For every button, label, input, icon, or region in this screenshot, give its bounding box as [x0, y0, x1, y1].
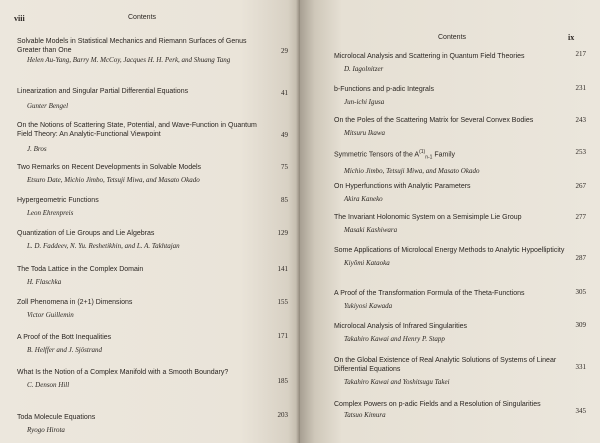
toc-entry [334, 52, 566, 74]
entry-title: What Is the Notion of a Complex Manifold with a Smooth Boundary? [17, 369, 229, 376]
toc-entry [334, 322, 566, 344]
entry-authors: Yukiyosi Kawada [344, 302, 393, 310]
entry-authors: Jun-ichi Igusa [344, 98, 385, 106]
entry-page-number: 277 [575, 213, 586, 221]
toc-entry [334, 182, 566, 204]
entry-title: On the Global Existence of Real Analytic Solutions of Systems of Linear Differential Equations [334, 357, 557, 373]
entry-page-number: 75 [281, 163, 288, 171]
entry-page-number: 29 [281, 47, 288, 55]
entry-authors: J. Bros [27, 145, 47, 153]
entry-title-subscript: n-1 [425, 154, 433, 161]
entry-authors: H. Flaschka [27, 278, 62, 286]
entry-title: Solvable Models in Statistical Mechanics and Riemann Surfaces of Genus Greater than One [17, 38, 247, 54]
entry-title: A Proof of the Bott Inequalities [17, 334, 112, 341]
entry-page-number: 41 [281, 89, 288, 97]
entry-authors: Helen Au-Yang, Barry M. McCoy, Jacques H. H. Perk, and Shuang Tang [27, 56, 231, 64]
entry-page-number: 305 [575, 288, 586, 296]
toc-entry [334, 148, 566, 176]
entry-title: Toda Molecule Equations [17, 414, 96, 421]
toc-entry [334, 400, 566, 420]
entry-title: Quantization of Lie Groups and Lie Algebras [17, 230, 155, 237]
entry-page-number: 267 [575, 182, 586, 190]
toc-entry [334, 356, 566, 387]
toc-entry [17, 368, 267, 390]
entry-title: Two Remarks on Recent Developments in Solvable Models [17, 164, 202, 171]
entry-authors: Kiyōmi Kataoka [344, 259, 390, 267]
entry-title: The Toda Lattice in the Complex Domain [17, 266, 144, 273]
entry-authors: Ryogo Hirota [27, 426, 65, 434]
entry-authors: Etsuro Date, Michio Jimbo, Tetsuji Miwa, and Masato Okado [27, 176, 200, 184]
entry-authors: Mitsuru Ikawa [344, 129, 386, 137]
entry-authors: C. Denson Hill [27, 381, 70, 389]
entry-authors: L. D. Faddeev, N. Yu. Reshetikhin, and L. A. Takhtajan [27, 242, 180, 250]
entry-title: Complex Powers on p-adic Fields and a Resolution of Singularities [334, 401, 541, 408]
toc-entry [334, 289, 566, 311]
entry-title-superscript: (1) [419, 149, 426, 155]
entry-authors: Michio Jimbo, Tetsuji Miwa, and Masato Okado [344, 166, 480, 175]
entry-page-number: 203 [277, 411, 288, 419]
toc-entry [17, 333, 267, 355]
entry-page-number: 331 [575, 363, 586, 371]
toc-entry [17, 163, 267, 185]
toc-entry [17, 121, 267, 154]
entry-title: Hypergeometric Functions [17, 197, 99, 204]
left-page-folio: viii [14, 14, 25, 23]
entry-page-number: 309 [575, 321, 586, 329]
entry-authors: Leon Ehrenpreis [27, 209, 74, 217]
entry-authors: Gunter Bengel [27, 102, 69, 110]
toc-entry [334, 85, 566, 107]
entry-authors: D. Iagolnitzer [344, 65, 384, 73]
entry-authors: B. Helffer and J. Sjöstrand [27, 346, 103, 354]
entry-authors: Tatsuo Kimura [344, 411, 386, 419]
entry-title: Microlocal Analysis of Infrared Singularities [334, 323, 468, 330]
entry-authors: Takahiro Kawai and Yoshitsugu Takei [344, 378, 450, 386]
entry-title: Zoll Phenomena in (2+1) Dimensions [17, 299, 133, 306]
toc-entry [17, 37, 267, 65]
toc-entry [334, 116, 566, 138]
toc-entry [17, 298, 267, 320]
entry-authors: Takahiro Kawai and Henry P. Stapp [344, 335, 445, 343]
right-page-folio: ix [568, 33, 575, 42]
toc-entry [334, 213, 566, 235]
entry-title-suffix: Family [432, 151, 455, 159]
entry-page-number: 129 [277, 229, 288, 237]
toc-entry [17, 229, 267, 251]
entry-authors: Masaki Kashiwara [344, 226, 398, 234]
entry-title: b-Functions and p-adic Integrals [334, 86, 434, 93]
entry-authors: Victor Guillemin [27, 311, 74, 319]
entry-page-number: 287 [575, 254, 586, 262]
entry-page-number: 185 [277, 377, 288, 385]
entry-title-prefix: Symmetric Tensors of the A [334, 151, 420, 159]
entry-title [334, 148, 566, 163]
entry-title: On the Notions of Scattering State, Potential, and Wave-Function in Quantum Field Theory: An Analytic-Functional Viewpoint [17, 122, 257, 138]
entry-page-number: 217 [575, 50, 586, 58]
right-page [300, 0, 600, 443]
toc-entry [17, 87, 267, 111]
entry-page-number: 49 [281, 131, 288, 139]
entry-title: On the Poles of the Scattering Matrix for Several Convex Bodies [334, 117, 534, 124]
entry-page-number: 85 [281, 196, 288, 204]
entry-page-number: 253 [575, 148, 586, 156]
toc-entry [17, 413, 267, 435]
entry-page-number: 155 [277, 298, 288, 306]
toc-entry [334, 246, 566, 268]
right-page-header: Contents [438, 34, 467, 41]
entry-page-number: 141 [277, 265, 288, 273]
entry-page-number: 171 [277, 332, 288, 340]
entry-title: Linearization and Singular Partial Differential Equations [17, 88, 189, 95]
entry-title: Microlocal Analysis and Scattering in Quantum Field Theories [334, 53, 525, 60]
entry-page-number: 231 [575, 84, 586, 92]
toc-entry [17, 265, 267, 287]
entry-page-number: 345 [575, 407, 586, 415]
left-page-header: Contents [128, 14, 157, 21]
toc-entry [17, 196, 267, 218]
entry-title: A Proof of the Transformation Formula of the Theta-Functions [334, 290, 525, 297]
entry-title: Some Applications of Microlocal Energy Methods to Analytic Hypoellipticity [334, 247, 565, 254]
entry-title: The Invariant Holonomic System on a Semisimple Lie Group [334, 214, 522, 221]
entry-page-number: 243 [575, 116, 586, 124]
entry-authors: Akira Kaneko [344, 195, 383, 203]
entry-title: On Hyperfunctions with Analytic Parameters [334, 183, 471, 190]
